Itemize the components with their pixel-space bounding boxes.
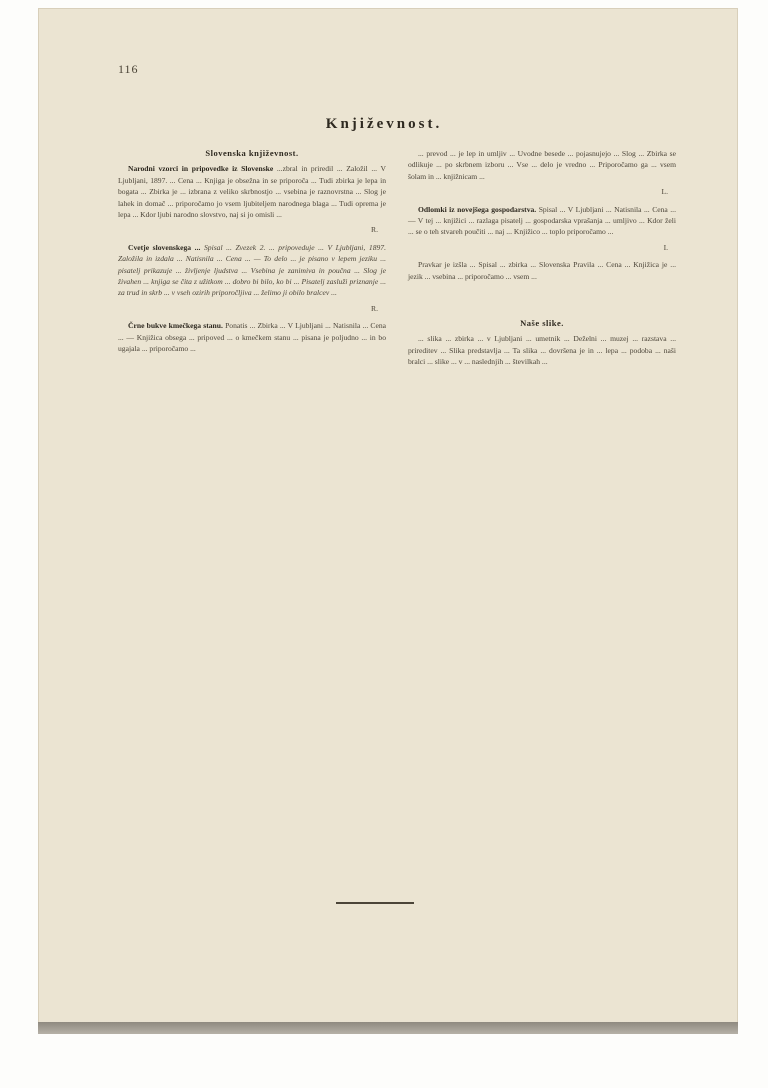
review-2-signature: R.	[371, 303, 378, 313]
continued-text-body: ... prevod ... je lep in umljiv ... Uvodne besede ... pojasnujejo ... Slog ... Zbirka se odlikuje ... po skrbnem izboru ... Vse ... delo je vredno ... Priporočamo ga ... vsem šolam in ... knjižnicam ...	[408, 149, 676, 181]
continued-signature: L.	[661, 187, 668, 197]
news-text	[408, 333, 676, 367]
continued-text	[408, 148, 676, 182]
review-4-text: Spisal ... V Ljubljani ... Natisnila ... Cena ... — V tej ... knjižici ... razlaga pisatelj ... gospodarska vprašanja ... umljivo ... Kdor želi ... se o teh stvareh poučiti ... naj ... Knjižico ... toplo priporočamo ...	[408, 204, 676, 237]
review-1-signature: R.	[371, 225, 378, 235]
review-4-title: Odlomki iz novejšega gospodarstva.	[418, 204, 537, 214]
review-2-text: Spisal ... Zvezek 2. ... pripoveduje ... V Ljubljani, 1897. Založila in izdala ... Natisnila ... Cena ... — To delo ... je pisano v lepem jeziku ... pisatelj prikazuje ... življenje ljudstva ... Vsebina je zanimiva in poučna ... Slog je živahen ... knjiga se čita z užitkom ... dobro bi bilo, ko bi ... Pisatelj zasluži priznanje ... za trud in skrb ... v vseh ozirih priporočljiva ... želimo ji obilo bralcev ...	[118, 242, 386, 298]
left-column	[118, 148, 386, 359]
review-1-title: Narodni vzorci in pripovedke iz Slovenske	[128, 164, 274, 174]
review-2-title: Cvetje slovenskega ...	[128, 242, 201, 252]
review-5	[408, 259, 676, 282]
right-column	[408, 148, 676, 372]
end-rule-divider	[336, 902, 414, 904]
section-title: Književnost.	[325, 116, 443, 132]
review-5-text: Pravkar je izšla ... Spisal ... zbirka ... Slovenska Pravila ... Cena ... Knjižica je ... jezik ... vsebina ... priporočamo ... vsem ...	[408, 260, 676, 281]
news-text-body: ... slika ... zbirka ... v Ljubljani ... umetnik ... Deželni ... muzej ... razstava ... prireditev ... Slika predstavlja ... Ta slika ... dovršena je in ... lepa ... podoba ... naši bralci ... slike ... v ... naslednjih ... številkah ...	[408, 334, 676, 367]
news-heading: Naše slike.	[520, 318, 564, 329]
left-column-heading: Slovenska književnost.	[205, 148, 299, 158]
page-number: 116	[118, 62, 139, 76]
review-3	[118, 320, 386, 354]
review-1-text: ...zbral in priredil ... Založil ... V Ljubljani, 1897. ... Cena ... Knjiga je obsežna in se priporoča ... Tudi zbirka je lepa in bogata ... Zbirka je ... izbrana z veliko skrbnostjo ... vsebina je raznovrstna ... Slog je lahek in domač ... priporočamo jo vsem ljubiteljem narodnega blaga ... Tudi oprema je lepa ... Kdor ljubi narodno slovstvo, naj si jo omisli ...	[118, 164, 386, 220]
review-3-title: Črne bukve kmečkega stanu.	[128, 321, 223, 331]
review-3-text: Ponatis ... Zbirka ... V Ljubljani ... Natisnila ... Cena ... — Knjižica obsega ... pripoved ... o kmečkem stanu ... pisana je poljudno ... in bo ugajala ... priporočamo ...	[118, 321, 386, 354]
review-4	[408, 204, 676, 238]
review-4-signature: I.	[663, 242, 668, 252]
review-1	[118, 163, 386, 220]
review-2	[118, 242, 386, 299]
page-bottom-shadow	[38, 1022, 738, 1034]
